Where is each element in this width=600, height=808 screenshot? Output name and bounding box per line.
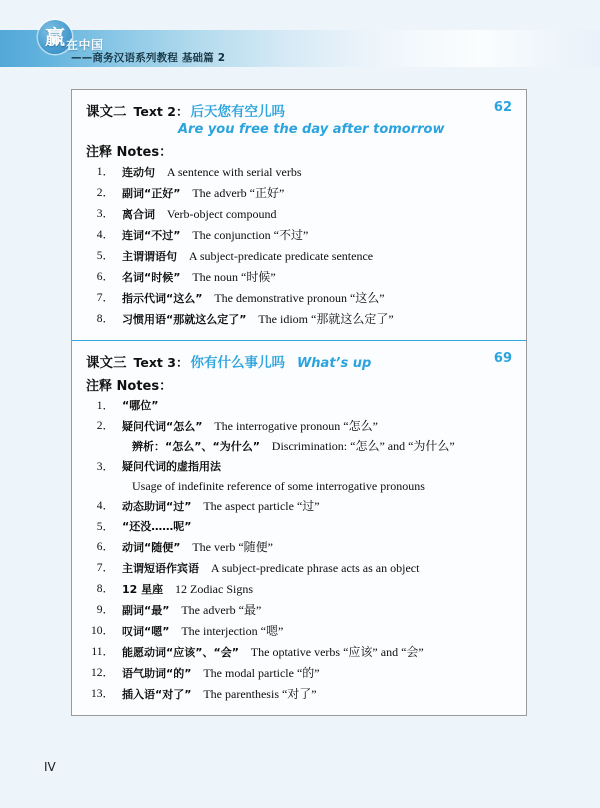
note-item [86,184,512,203]
section-heading-colon: ： [175,104,189,119]
note-text-en: A sentence with serial verbs [166,165,302,179]
section-heading-en: Text 3 [133,355,176,370]
toc-section-text-3 [72,341,526,715]
logo-glyph: 赢 [45,25,65,49]
note-text-cn: 疑问代词的虚指用法 [122,460,221,473]
note-text-cn: 动词“随便” [122,541,181,554]
note-text-en: The optative verbs “应该” and “会” [250,645,424,659]
note-item [86,397,512,415]
note-item [86,247,512,266]
notes-list [86,397,512,704]
note-subline-en: Usage of indefinite reference of some interrogative pronouns [132,479,425,493]
note-item [86,458,512,495]
note-number: 3． [96,461,114,473]
note-number: 10． [91,625,114,637]
note-text-en: The parenthesis “对了” [203,687,317,701]
note-number: 13． [91,688,114,700]
note-number: 9． [96,604,114,616]
note-text-en: The aspect particle “过” [203,499,320,513]
note-text-cn: 动态助词“过” [122,500,192,513]
note-text-en: Verb-object compound [166,207,277,221]
note-text-cn: “还没……呢” [122,520,192,533]
note-text-cn: 12 星座 [122,583,164,596]
notes-list [86,163,512,329]
note-item [86,417,512,456]
note-text-en: 12 Zodiac Signs [175,582,254,596]
note-text-cn: 副词“最” [122,604,170,617]
note-subline [122,437,512,456]
logo-text: 在中国 [66,38,104,52]
section-page-number[interactable]: 69 [493,351,512,366]
note-text-cn: 叹词“嗯” [122,625,170,638]
note-subline-en: Discrimination: “怎么” and “为什么” [271,439,455,453]
note-text-cn: 能愿动词“应该”、“会” [122,646,239,659]
note-item [86,580,512,599]
section-title-en: Are you free the day after tomorrow [178,122,445,137]
note-text-en: The idiom “那就这么定了” [258,312,394,326]
notes-label: 注释 Notes： [86,379,173,394]
section-heading-row [86,100,512,120]
note-item [86,601,512,620]
note-text-en: A subject-predicate phrase acts as an object [210,561,420,575]
section-title-cn: 你有什么事儿吗 [190,355,285,371]
note-text-cn: 离合词 [122,208,155,221]
note-item [86,518,512,536]
note-item [86,310,512,329]
note-text-en: The interjection “嗯” [181,624,284,638]
section-heading-colon: ： [175,355,189,370]
header-subtitle: ——商务汉语系列教程 基础篇 2 [71,52,226,64]
note-text-cn: “哪位” [122,399,159,412]
note-number: 8． [96,583,114,595]
note-number: 7． [96,292,114,304]
note-item [86,685,512,704]
note-item [86,163,512,182]
note-text-cn: 语气助词“的” [122,667,192,680]
note-number: 12． [91,667,114,679]
section-heading-cn: 课文三 [86,355,127,371]
note-number: 2． [96,187,114,199]
note-text-en: The interrogative pronoun “怎么” [214,419,378,433]
note-item [86,664,512,683]
note-text-cn: 习惯用语“那就这么定了” [122,313,247,326]
note-text-cn: 插入语“对了” [122,688,192,701]
section-heading-row [86,351,512,371]
note-text-en: A subject-predicate predicate sentence [188,249,374,263]
note-number: 5． [96,521,114,533]
note-text-en: The demonstrative pronoun “这么” [214,291,385,305]
section-title-en: What’s up [296,356,372,371]
section-heading-cn: 课文二 [86,104,127,120]
note-number: 6． [96,271,114,283]
note-number: 1． [96,400,114,412]
notes-label: 注释 Notes： [86,145,173,160]
note-item [86,226,512,245]
note-item [86,643,512,662]
toc-content-box [71,89,527,716]
section-heading-en: Text 2 [133,104,176,119]
note-number: 4． [96,229,114,241]
note-item [86,538,512,557]
footer-page-number: IV [44,760,56,774]
note-text-cn: 副词“正好” [122,187,181,200]
note-text-cn: 指示代词“这么” [122,292,203,305]
note-text-en: The conjunction “不过” [192,228,309,242]
note-text-cn: 连动句 [122,166,155,179]
note-text-en: The adverb “最” [181,603,262,617]
note-text-cn: 疑问代词“怎么” [122,420,203,433]
note-item [86,289,512,308]
note-item [86,497,512,516]
note-item [86,205,512,224]
note-number: 3． [96,208,114,220]
note-number: 4． [96,500,114,512]
note-text-en: The adverb “正好” [192,186,285,200]
note-text-en: The verb “随便” [192,540,273,554]
note-text-en: The noun “时候” [192,270,276,284]
note-item [86,268,512,287]
section-title-cn: 后天您有空儿吗 [190,104,285,120]
toc-section-text-2 [72,90,526,340]
note-number: 1． [96,166,114,178]
note-text-cn: 连词“不过” [122,229,181,242]
note-number: 7． [96,562,114,574]
note-item [86,622,512,641]
note-text-en: The modal particle “的” [203,666,320,680]
note-item [86,559,512,578]
note-text-cn: 主谓短语作宾语 [122,562,199,575]
note-text-cn: 主谓谓语句 [122,250,177,263]
note-number: 8． [96,313,114,325]
note-number: 11． [91,646,114,658]
note-subline-cn: 辨析：“怎么”、“为什么” [132,440,260,453]
note-text-cn: 名词“时候” [122,271,181,284]
note-number: 2． [96,420,114,432]
section-page-number[interactable]: 62 [493,100,512,115]
note-number: 5． [96,250,114,262]
note-number: 6． [96,541,114,553]
